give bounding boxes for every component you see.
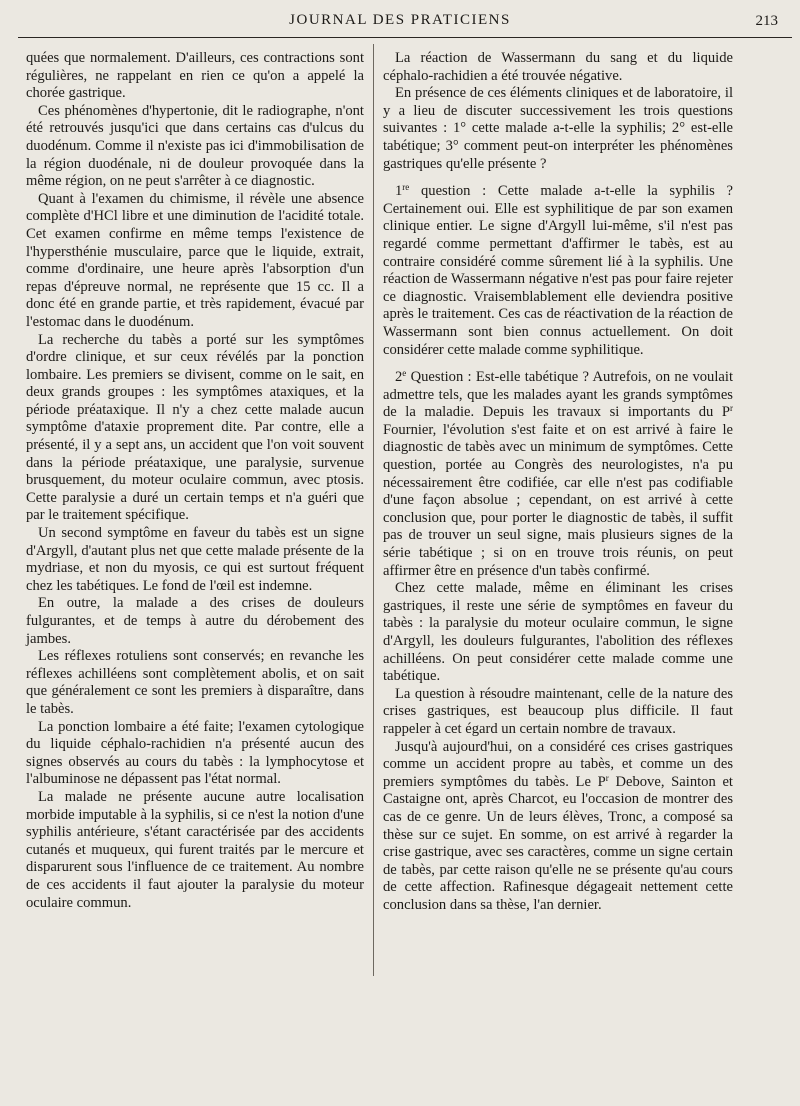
paragraph: quées que normalement. D'ailleurs, ces contractions sont régulières, ne rappelant en rien ce qu'on a appelé la chorée gastrique. <box>26 50 364 102</box>
column-divider <box>373 44 374 976</box>
paragraph: Les réflexes rotuliens sont conservés; en revanche les réflexes achilléens sont complètement abolis, et on sait que généralement ce sont les premiers à disparaître, dans le tabès. <box>26 648 364 717</box>
paragraph <box>383 739 733 915</box>
paragraph: Un second symptôme en faveur du tabès est un signe d'Argyll, d'autant plus net que cette malade présente de la mydriase, et non du myosis, ce qui est surtout fréquent chez les tabétiques. Le fond de l'œil est indemne. <box>26 525 364 594</box>
page-header <box>18 10 782 36</box>
paragraph-text: Fournier, l'évolution s'est faite et on est arrivé à faire le diagnostic de tabès avec un minimum de symptômes. Cette question, portée au Congrès des neurologistes, n'a pu nécessairement être codifiée, car elle n'est pas codifiable d'une façon absolue ; cependant, on est arrivé à cette conclusion que, pour porter le diagnostic de tabès, il suffit pas de trouver un seul signe, mais plusieurs signes de la série tabétique ; si on en trouve trois réunis, on peut affirmer être en présence d'un tabès confirmé. <box>383 421 733 579</box>
title-superscript: r <box>730 403 733 414</box>
ordinal-superscript: re <box>402 182 410 193</box>
paragraph-text: Question : Est-elle tabétique ? Autrefois, on ne voulait admettre tels, que les malades ayant les grands symptômes de la maladie. Depuis les travaux si importants du P <box>383 369 733 421</box>
question-one-paragraph <box>383 183 733 359</box>
paragraph: La question à résoudre maintenant, celle de la nature des crises gastriques, est beaucoup plus difficile. Il faut rappeler à cet égard un certain nombre de travaux. <box>383 685 733 737</box>
paragraph: La recherche du tabès a porté sur les symptômes d'ordre clinique, et sur ceux révélés par la ponction lombaire. Les premiers se divisent, comme on le sait, en deux grands groupes : les symptômes ataxiques, et la période préataxique. Il n'y a chez cette malade aucun symptôme d'ataxie proprement dite. Par contre, elle a présenté, il y a sept ans, un accident que l'on voit souvent dans la période préataxique, une paralysie, survenue brusquement, du moteur oculaire commun, avec ptosis. Cette paralysie a duré un certain temps et n'a guéri que par le traitement spécifique. <box>26 331 364 524</box>
running-title: JOURNAL DES PRATICIENS <box>289 12 511 28</box>
page-number: 213 <box>755 13 778 29</box>
paragraph: Chez cette malade, même en éliminant les crises gastriques, il reste une série de symptômes en faveur du tabès : la paralysie du moteur oculaire commun, le signe d'Argyll, les douleurs fulgurantes, l'abolition des réflexes achilléens. On peut considérer cette malade comme une tabétique. <box>383 580 733 685</box>
paragraph: En outre, la malade a des crises de douleurs fulgurantes, et de temps à autre du dérobement des jambes. <box>26 595 364 647</box>
paragraph-text: question : Cette malade a-t-elle la syphilis ? Certainement oui. Elle est syphilitique de par son examen clinique entier. Le signe d'Argyll lui-même, s'il n'est pas regardé comme permettant d'affirmer le tabès, est au contraire considéré comme sûrement lié à la syphilis. Une réaction de Wassermann négative n'est pas pour faire rejeter ce diagnostic. Vraisemblablement elle deviendra positive après le traitement. Ces cas de réactivation de la réaction de Wassermann sont bien connus actuellement. On doit considérer cette malade comme syphilitique. <box>383 183 733 358</box>
header-rule <box>18 37 792 38</box>
paragraph: Ces phénomènes d'hypertonie, dit le radiographe, n'ont été retrouvés jusqu'ici que dans certains cas d'ulcus du duodénum. Comme il n'existe pas ici d'immobilisation de la région duodénale, ni de douleur provoquée dans la même région, on ne peut s'arrêter à ce diagnostic. <box>26 102 364 190</box>
question-two-paragraph <box>383 369 733 580</box>
title-superscript: r <box>605 772 609 783</box>
ordinal-superscript: e <box>402 368 407 379</box>
paragraph: La ponction lombaire a été faite; l'examen cytologique du liquide céphalo-rachidien n'a présenté aucun des signes observés au cours du tabès : la lymphocytose et l'albuminose ne dépassent pas l'état normal. <box>26 718 364 788</box>
question-number: 1 <box>395 183 403 200</box>
paragraph-text: Debove, Sainton et Castaigne ont, après Charcot, eu l'occasion de montrer des cas de ce genre. Un de leurs élèves, Tronc, a composé sa thèse sur ce sujet. En somme, on est arrivé à regarder la crise gastrique, avec ses caractères, comme un signe certain de tabès, par cette raison qu'elle ne se présente qu'au cours de cette affection. Rafinesque dégageait nettement cette conclusion dans sa thèse, l'an dernier. <box>383 773 733 913</box>
right-column <box>383 50 733 915</box>
paragraph: La réaction de Wassermann du sang et du liquide céphalo-rachidien a été trouvée négative. <box>383 50 733 84</box>
paragraph: La malade ne présente aucune autre localisation morbide imputable à la syphilis, si ce n'est la notion d'une syphilis antérieure, s'étant caractérisée par des accidents cutanés et muqueux, qui furent traités par le mercure et disparurent sous l'influence de ce traitement. Au nombre de ces accidents il faut ajouter la paralysie du moteur oculaire commun. <box>26 788 364 911</box>
paragraph: Quant à l'examen du chimisme, il révèle une absence complète d'HCl libre et une diminution de l'acidité totale. Cet examen confirme en même temps l'existence de l'hypersthénie musculaire, parce que le liquide, extrait, comme d'ordinaire, une heure après l'absorption d'un repas d'épreuve normal, ne représente que 15 cc. Il a donc été en grande partie, et très rapidement, évacué par l'estomac dans le duodénum. <box>26 190 364 330</box>
paragraph-text: Jusqu'à aujourd'hui, on a considéré ces crises gastriques comme un accident propre au tabès, et comme un des premiers symptômes du tabès. Le P <box>383 738 733 790</box>
left-column <box>26 50 364 912</box>
question-number: 2 <box>395 369 403 386</box>
paragraph: En présence de ces éléments cliniques et de laboratoire, il y a lieu de discuter successivement les trois questions suivantes : 1° cette malade a-t-elle la syphilis; 2° est-elle tabétique; 3° comment peut-on interpréter les phénomènes gastriques qu'elle présente ? <box>383 85 733 172</box>
